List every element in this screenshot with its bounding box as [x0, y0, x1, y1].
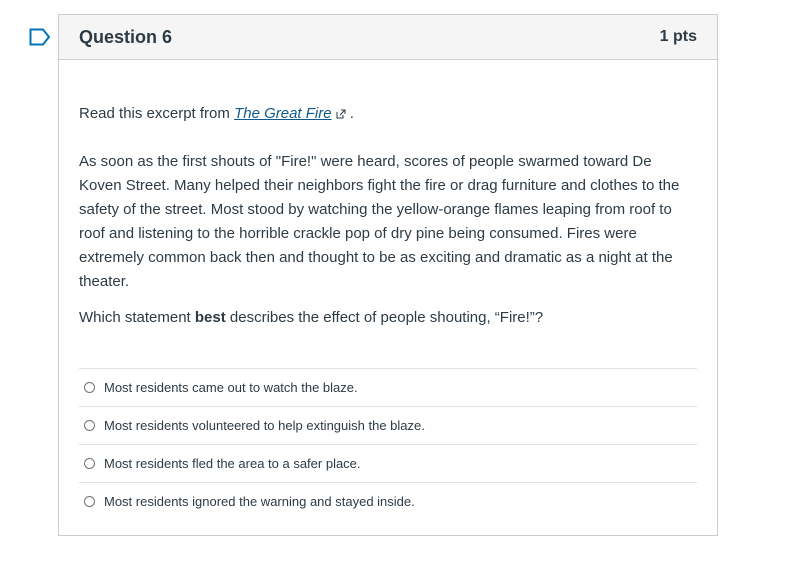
prompt-bold: best — [194, 309, 226, 326]
answer-list — [79, 368, 697, 520]
question-title: Question 6 — [79, 26, 173, 47]
answer-option[interactable] — [79, 369, 697, 407]
prompt-after: describes the effect of people shouting, “Fire!”? — [225, 309, 544, 326]
flag-question-icon[interactable] — [29, 28, 51, 46]
question-card — [58, 14, 718, 536]
question-intro — [79, 102, 697, 126]
excerpt-passage: As soon as the first shouts of "Fire!" were heard, scores of people swarmed toward De Koven Street. Many helped their neighbors fight the fire or drag furniture and clothes to the safety of the street. Most stood by watching the yellow-orange flames leaping from roof to roof and listening to the horrible crackle pop of dry pine being consumed. Fires were extremely common back then and thought to be as exciting and dramatic as a night at the theater. — [79, 153, 680, 290]
intro-suffix: . — [345, 105, 354, 122]
radio-unchecked-icon[interactable] — [84, 382, 95, 393]
radio-unchecked-icon[interactable] — [84, 458, 95, 469]
answer-option[interactable] — [79, 445, 697, 483]
radio-unchecked-icon[interactable] — [84, 420, 95, 431]
external-link-icon — [336, 109, 346, 119]
answer-label: Most residents ignored the warning and stayed inside. — [104, 493, 415, 509]
answer-label: Most residents volunteered to help extinguish the blaze. — [104, 417, 425, 433]
question-points: 1 pts — [659, 28, 697, 45]
radio-unchecked-icon[interactable] — [84, 496, 95, 507]
question-body — [59, 102, 717, 520]
prompt-before: Which statement — [79, 309, 195, 326]
question-header — [59, 15, 717, 60]
question-prompt — [79, 306, 697, 330]
answer-option[interactable] — [79, 407, 697, 445]
source-link[interactable]: The Great Fire — [234, 105, 332, 122]
answer-label: Most residents came out to watch the blaze. — [104, 379, 358, 395]
answer-label: Most residents fled the area to a safer place. — [104, 455, 361, 471]
answer-option[interactable] — [79, 483, 697, 520]
intro-prefix: Read this excerpt from — [79, 105, 235, 122]
